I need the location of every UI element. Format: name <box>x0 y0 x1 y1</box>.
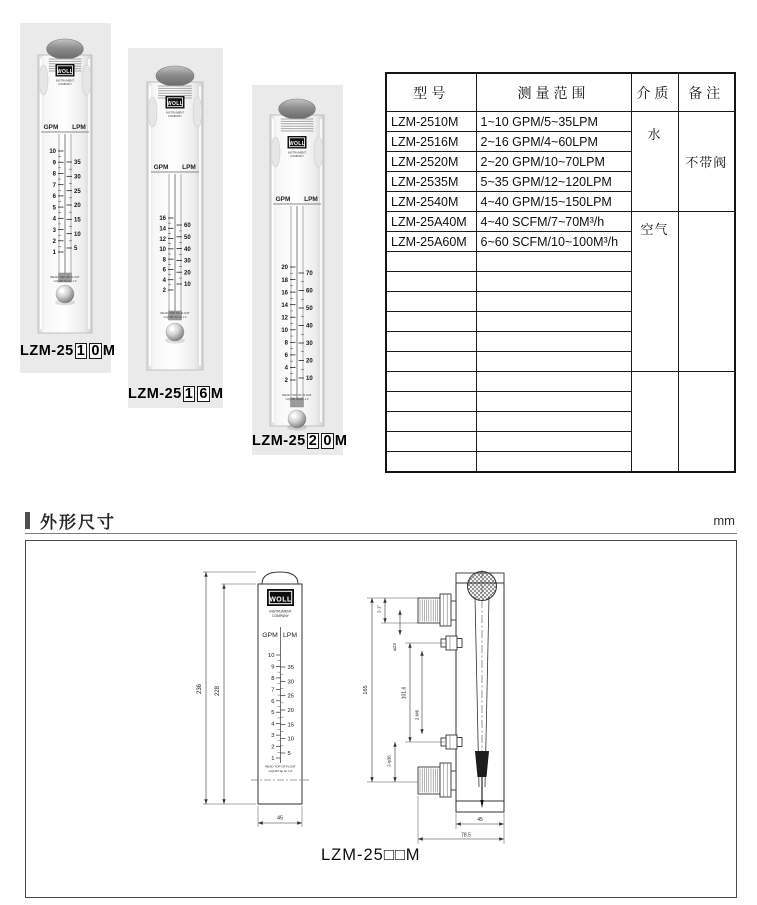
table-row <box>386 372 735 392</box>
svg-text:2-φ36: 2-φ36 <box>386 755 392 767</box>
cell-model: LZM-2510M <box>386 112 476 132</box>
cell-remark: 不带阀 <box>678 112 735 212</box>
svg-text:GPM: GPM <box>153 164 169 171</box>
svg-text:8: 8 <box>271 675 275 682</box>
svg-text:INSTRUMENT: INSTRUMENT <box>287 150 307 155</box>
svg-text:20: 20 <box>184 270 191 277</box>
svg-text:15: 15 <box>74 217 81 224</box>
cell-model <box>386 252 476 272</box>
svg-text:9: 9 <box>271 664 275 671</box>
svg-text:8: 8 <box>162 257 166 264</box>
boxed-digit: 0 <box>91 343 100 359</box>
svg-text:60: 60 <box>184 223 191 230</box>
svg-text:60: 60 <box>306 288 313 295</box>
cell-range <box>476 292 631 312</box>
side-view-drawing <box>363 570 504 844</box>
svg-text:14: 14 <box>159 226 166 233</box>
product-photo-lzm-2516m <box>128 48 223 408</box>
svg-text:LIQUID Sp Gr 1.0: LIQUID Sp Gr 1.0 <box>163 315 187 319</box>
svg-text:10: 10 <box>287 736 294 743</box>
svg-text:2: 2 <box>271 744 275 751</box>
drawing-model-label: LZM-25□□M <box>321 846 421 864</box>
cell-range: 4~40 GPM/15~150LPM <box>476 192 631 212</box>
svg-text:2-1": 2-1" <box>376 605 382 613</box>
cell-model <box>386 272 476 292</box>
cell-model: LZM-25A60M <box>386 232 476 252</box>
svg-text:236: 236 <box>197 683 203 695</box>
flow-meter-photo-illustration <box>128 48 223 408</box>
svg-text:2: 2 <box>52 238 56 245</box>
front-view-drawing <box>197 572 309 827</box>
svg-text:10: 10 <box>184 282 191 289</box>
svg-text:6: 6 <box>162 267 166 274</box>
svg-text:165: 165 <box>363 685 369 695</box>
svg-text:12: 12 <box>281 315 288 322</box>
cell-range <box>476 252 631 272</box>
svg-text:35: 35 <box>287 665 294 671</box>
svg-text:4: 4 <box>271 721 275 728</box>
cell-model <box>386 392 476 412</box>
svg-text:READ TOP OF FLOAT: READ TOP OF FLOAT <box>282 393 312 397</box>
svg-text:INSTRUMENT: INSTRUMENT <box>269 609 292 614</box>
svg-text:50: 50 <box>306 306 313 313</box>
brand-logo <box>166 96 185 118</box>
svg-text:READ TOP OF FLOAT: READ TOP OF FLOAT <box>50 275 80 279</box>
svg-text:18: 18 <box>281 277 288 284</box>
cell-model <box>386 312 476 332</box>
svg-text:8: 8 <box>52 171 56 178</box>
svg-text:50: 50 <box>184 235 191 241</box>
dimension-drawing <box>26 541 736 897</box>
svg-text:5: 5 <box>287 751 291 757</box>
svg-text:LPM: LPM <box>304 196 318 203</box>
cell-range <box>476 452 631 473</box>
cell-remark <box>678 372 735 473</box>
svg-text:φ23: φ23 <box>392 643 397 651</box>
cell-model: LZM-2516M <box>386 132 476 152</box>
svg-text:10: 10 <box>49 149 56 156</box>
cell-range <box>476 432 631 452</box>
cell-range: 2~16 GPM/4~60LPM <box>476 132 631 152</box>
svg-text:6: 6 <box>271 698 275 705</box>
cell-model: LZM-25A40M <box>386 212 476 232</box>
svg-text:LPM: LPM <box>283 632 297 639</box>
column-header: 测量范围 <box>476 73 631 112</box>
product-model-label: LZM-25 2 0 M <box>252 433 348 449</box>
svg-text:20: 20 <box>287 708 294 714</box>
cell-model <box>386 352 476 372</box>
svg-text:LIQUID Sp Gr 1.0: LIQUID Sp Gr 1.0 <box>268 769 293 773</box>
cell-medium <box>631 372 678 473</box>
cell-model: LZM-2520M <box>386 152 476 172</box>
svg-text:4: 4 <box>162 277 166 284</box>
svg-text:7: 7 <box>52 182 56 189</box>
product-photo-lzm-2510m <box>20 23 116 373</box>
cell-range <box>476 272 631 292</box>
svg-text:12: 12 <box>159 236 166 243</box>
svg-text:10: 10 <box>281 327 288 334</box>
svg-text:10: 10 <box>74 231 81 238</box>
cell-range: 4~40 SCFM/7~70M³/h <box>476 212 631 232</box>
table-row <box>386 112 735 132</box>
cell-medium: 水 <box>631 112 678 212</box>
svg-text:GPM: GPM <box>275 196 291 203</box>
cell-range <box>476 312 631 332</box>
boxed-digit: 1 <box>76 343 86 359</box>
svg-text:20: 20 <box>306 358 313 365</box>
svg-text:1: 1 <box>52 250 56 257</box>
svg-text:40: 40 <box>184 246 191 253</box>
svg-text:10: 10 <box>268 653 275 659</box>
svg-text:101.6: 101.6 <box>401 686 408 700</box>
svg-text:LIQUID Sp Gr 1.0: LIQUID Sp Gr 1.0 <box>285 397 309 401</box>
svg-text:COMPANY: COMPANY <box>290 154 304 158</box>
svg-text:30: 30 <box>74 174 81 181</box>
meter-cap <box>47 39 84 59</box>
svg-text:GPM: GPM <box>262 632 278 639</box>
svg-text:1: 1 <box>271 756 275 762</box>
cell-medium: 空气 <box>631 212 678 372</box>
cell-range: 1~10 GPM/5~35LPM <box>476 112 631 132</box>
svg-text:GPM: GPM <box>43 124 59 131</box>
svg-text:45: 45 <box>276 815 284 822</box>
svg-text:WOLL: WOLL <box>166 101 184 107</box>
svg-text:30: 30 <box>287 679 294 686</box>
cell-range <box>476 412 631 432</box>
cell-range: 5~35 GPM/12~120LPM <box>476 172 631 192</box>
float-ball <box>55 285 75 306</box>
svg-text:25: 25 <box>287 693 294 700</box>
svg-text:READ TOP OF FLOAT: READ TOP OF FLOAT <box>265 764 296 769</box>
svg-text:6: 6 <box>52 194 56 201</box>
cell-range <box>476 372 631 392</box>
svg-text:5: 5 <box>52 205 56 212</box>
brand-logo <box>56 64 75 86</box>
section-accent-bar <box>25 512 30 529</box>
svg-text:30: 30 <box>184 258 191 265</box>
meter-cap <box>279 99 316 119</box>
svg-text:5: 5 <box>271 710 275 717</box>
cell-range <box>476 352 631 372</box>
svg-text:COMPANY: COMPANY <box>58 82 72 86</box>
svg-text:16: 16 <box>159 216 166 223</box>
section-header <box>25 507 737 534</box>
column-header: 介质 <box>631 73 678 112</box>
svg-text:6: 6 <box>284 353 288 360</box>
cell-model: LZM-2535M <box>386 172 476 192</box>
cell-model: LZM-2540M <box>386 192 476 212</box>
svg-text:5: 5 <box>74 246 78 253</box>
svg-text:15: 15 <box>287 722 294 729</box>
product-model-label: LZM-25 1 6 M <box>128 386 224 402</box>
float-ball <box>287 410 307 431</box>
cell-range <box>476 332 631 352</box>
svg-text:14: 14 <box>281 302 288 309</box>
cell-range: 2~20 GPM/10~70LPM <box>476 152 631 172</box>
meter-graphic <box>20 23 116 373</box>
svg-text:READ TOP OF FLOAT: READ TOP OF FLOAT <box>160 311 190 315</box>
cell-model <box>386 432 476 452</box>
column-header: 备注 <box>678 73 735 112</box>
svg-text:20: 20 <box>74 203 81 210</box>
table-row <box>386 212 735 232</box>
cell-model <box>386 332 476 352</box>
spec-table <box>385 72 736 473</box>
svg-text:LPM: LPM <box>182 164 196 171</box>
svg-text:COMPANY: COMPANY <box>272 614 289 618</box>
cell-model <box>386 452 476 473</box>
flow-meter-photo-illustration <box>252 85 348 455</box>
cell-model <box>386 412 476 432</box>
outline-dimensions-panel <box>25 540 737 898</box>
boxed-digit: 1 <box>184 386 194 402</box>
svg-text:70: 70 <box>306 271 313 278</box>
cell-range: 6~60 SCFM/10~100M³/h <box>476 232 631 252</box>
cell-model <box>386 372 476 392</box>
product-photo-lzm-2520m <box>252 85 348 455</box>
svg-text:4: 4 <box>52 216 56 223</box>
svg-text:2: 2 <box>284 378 288 385</box>
svg-text:WOLL: WOLL <box>56 69 74 75</box>
svg-text:WOLL: WOLL <box>288 141 306 147</box>
float-ball <box>165 323 185 344</box>
svg-text:INSTRUMENT: INSTRUMENT <box>55 78 75 83</box>
boxed-digit: 6 <box>199 386 208 402</box>
section-title: 外形尺寸 <box>40 512 116 532</box>
meter-cap <box>156 66 194 86</box>
svg-text:10: 10 <box>159 247 166 254</box>
cell-range <box>476 392 631 412</box>
svg-text:10: 10 <box>306 376 313 383</box>
svg-text:WOLL: WOLL <box>269 596 292 604</box>
cell-remark <box>678 212 735 372</box>
svg-text:COMPANY: COMPANY <box>168 114 182 118</box>
svg-text:2-M6: 2-M6 <box>414 709 420 721</box>
svg-text:INSTRUMENT: INSTRUMENT <box>165 110 185 115</box>
svg-text:30: 30 <box>306 341 313 348</box>
svg-text:3: 3 <box>52 227 56 234</box>
svg-text:40: 40 <box>306 323 313 330</box>
svg-text:LIQUID Sp Gr 1.0: LIQUID Sp Gr 1.0 <box>53 279 77 283</box>
svg-text:16: 16 <box>281 290 288 297</box>
svg-text:228: 228 <box>215 685 221 697</box>
meter-graphic <box>252 85 348 455</box>
svg-text:78.5: 78.5 <box>461 832 471 839</box>
svg-text:20: 20 <box>281 265 288 272</box>
svg-text:35: 35 <box>74 160 81 167</box>
svg-text:3: 3 <box>271 733 275 740</box>
svg-text:4: 4 <box>284 365 288 372</box>
svg-text:7: 7 <box>271 687 275 694</box>
product-model-label: LZM-25 1 0 M <box>20 343 116 359</box>
flow-meter-photo-illustration <box>20 23 116 373</box>
brand-logo <box>288 136 307 158</box>
svg-text:45: 45 <box>477 817 483 823</box>
unit-label: mm <box>713 512 735 528</box>
column-header: 型号 <box>386 73 476 112</box>
cell-model <box>386 292 476 312</box>
svg-text:25: 25 <box>74 188 81 195</box>
svg-text:LPM: LPM <box>72 124 86 131</box>
svg-text:8: 8 <box>284 340 288 347</box>
boxed-digit: 2 <box>308 433 318 449</box>
svg-text:9: 9 <box>52 160 56 167</box>
boxed-digit: 0 <box>323 433 332 449</box>
meter-graphic <box>128 48 223 408</box>
svg-text:2: 2 <box>162 288 166 295</box>
